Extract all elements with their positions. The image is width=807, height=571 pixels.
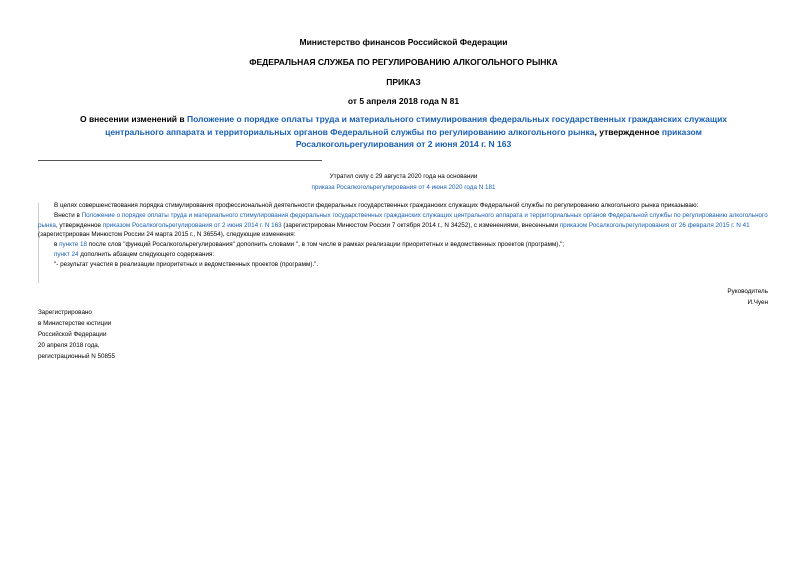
p2-text-a: Внести в <box>54 211 82 219</box>
title-order-link[interactable]: приказом Росалкогольрегулирования от 2 июня 2014 г. N 163 <box>295 126 702 149</box>
ministry-heading: Министерство финансов Российской Федерации <box>299 37 508 47</box>
expiry-note: Утратил силу с 29 августа 2020 года на основании <box>329 173 478 180</box>
title-prefix: О внесении изменений в <box>79 114 187 124</box>
p3-clause-18-link[interactable]: пункте 18 <box>59 241 88 249</box>
p3-text-a: в <box>54 241 60 249</box>
body-paragraph-1: В целях совершенствования порядка стимулирования профессиональной деятельности федеральных государственных гражданских служащих Федеральной службы по регулированию алкогольного рынка приказываю: <box>54 202 699 209</box>
document-body <box>38 201 768 270</box>
date-number-heading: от 5 апреля 2018 года N 81 <box>347 96 460 106</box>
body-paragraph-2 <box>38 211 768 240</box>
p2-text-c: (зарегистрирован Минюстом России 7 октября 2014 г., N 34252), с изменениями, внесенными <box>281 221 560 229</box>
service-heading: ФЕДЕРАЛЬНАЯ СЛУЖБА ПО РЕГУЛИРОВАНИЮ АЛКОГОЛЬНОГО РЫНКА <box>249 57 558 67</box>
registration-line-5: регистрационный N 50855 <box>38 353 116 360</box>
registration-line-1: Зарегистрировано <box>38 309 92 316</box>
body-paragraph-3 <box>38 240 768 250</box>
divider-line <box>38 160 322 161</box>
p2-text-d: (зарегистрирован Минюстом России 24 марта 2015 г., N 36554), следующие изменения: <box>38 231 296 239</box>
document-title <box>50 113 757 151</box>
body-paragraph-4 <box>38 250 768 260</box>
doc-type-heading: ПРИКАЗ <box>386 77 421 87</box>
expiry-order-link[interactable]: приказа Росалкогольрегулирования от 4 июня 2020 года N 181 <box>311 184 496 191</box>
p2-regulation-link[interactable]: Положение о порядке оплаты труда и материального стимулирования федеральных государственных гражданских служащих центрального аппарата и территориальных органов Федеральной службы по регулированию алкогольного рынка <box>38 211 768 229</box>
p3-text-b: после слов "функций Росалкогольрегулирования" дополнить словами ", в том числе в рамках реализации приоритетных и ведомственных проектов (программ),"; <box>87 241 565 249</box>
p2-order-2015-link[interactable]: приказом Росалкогольрегулирования от 26 февраля 2015 г. N 41 <box>559 221 750 229</box>
signature-name: И.Чуен <box>747 299 768 306</box>
registration-line-4: 20 апреля 2018 года, <box>38 342 100 349</box>
title-middle: , утвержденное <box>594 126 662 137</box>
signature-position: Руководитель <box>727 288 768 295</box>
p2-text-b: , утвержденное <box>55 221 103 229</box>
p2-order-2014-link[interactable]: приказом Росалкогольрегулирования от 2 июня 2014 г. N 163 <box>102 221 282 229</box>
p4-clause-24-link[interactable]: пункт 24 <box>54 250 79 258</box>
registration-line-3: Российской Федерации <box>38 331 107 338</box>
body-paragraph-5: "- результат участия в реализации приоритетных и ведомственных проектов (программ).". <box>54 260 319 268</box>
registration-line-2: в Министерстве юстиции <box>38 320 112 327</box>
p4-text-b: дополнить абзацем следующего содержания: <box>78 250 215 258</box>
title-regulation-link[interactable]: Положение о порядке оплаты труда и материального стимулирования федеральных государственных гражданских служащих центрального аппарата и территориальных органов Федеральной службы по регулированию алкогольного рынка <box>105 114 728 137</box>
